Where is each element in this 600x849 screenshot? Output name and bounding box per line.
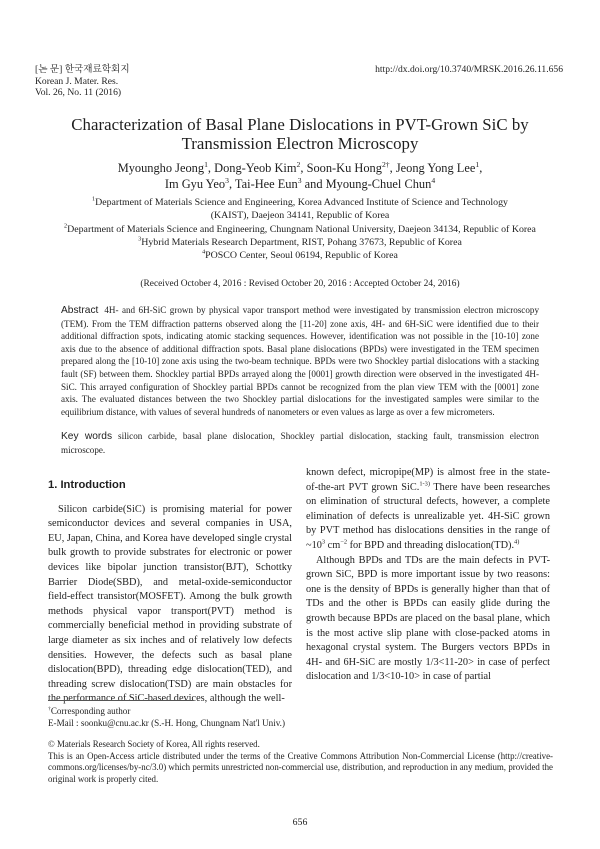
author-name: Soon-Ku Hong — [306, 161, 382, 175]
corresponding-label: Corresponding author — [50, 706, 131, 716]
author-affil-marker: 1 — [475, 159, 480, 169]
citation-ref: 4) — [514, 538, 520, 546]
license-text: This is an Open-Access article distributed under the terms of the Creative Commons Attribution Non-Commercial License (http://creative-commons.org/licenses/by-nc/3.0) which permits unrestricted non-commercial use, distribution, and reproduction in any medium, provided the original work is properly cited. — [48, 750, 553, 785]
author-name: Tai-Hee Eun — [234, 176, 298, 191]
body-paragraph — [306, 466, 550, 554]
abstract-text: 4H- and 6H-SiC grown by physical vapor transport method were investigated by transmission electron microscopy (TEM). From the TEM diffraction patterns observed along the [11-20] zone axis, 4H- and 6H-SiC were identified due to their additional diffraction spots, indicating atomic stacking sequences. However, identification was not possible in the [10-10] zone axis due to the absence of additional diffraction spots. Basal plane dislocations (BPDs) were investigated in the TEM specimen prepared along the [10-10] zone axis using the two-beam technique. BPDs were two Shockley partial dislocations with a stacking fault (SF) between them. Shockley partial BPDs arrayed along the [0001] growth direction were observed in the investigated 4H-SiC. This arrayed configuration of Shockley partial BPDs cannot be recognized from the plan view TEM with the [0001] zone axis. The evaluated distances between the two Shockley partial dislocations for the investigated samples were similar to the equilibrium distance, with values of several hundreds of nanometers or even values as large as over a few micrometers. — [61, 305, 539, 417]
author-affil-marker: 1 — [204, 159, 208, 169]
author-name: Jeong Yong Lee — [395, 161, 476, 175]
paper-title: Characterization of Basal Plane Dislocations in PVT-Grown SiC by Transmission Electron Microscopy — [71, 115, 529, 153]
affil-text: (KAIST), Daejeon 34141, Republic of Korea — [210, 210, 390, 222]
author-affil-marker: 2† — [381, 159, 390, 169]
citation-ref: 1-3) — [419, 480, 430, 488]
affiliation-line — [30, 249, 570, 262]
journal-header — [35, 64, 130, 99]
keywords-label: Key words — [61, 431, 113, 442]
abstract — [61, 304, 539, 418]
copyright-line: © Materials Research Society of Korea, All rights reserved. — [48, 739, 260, 749]
text-run: for BPD and threading dislocation(TD). — [347, 539, 515, 551]
author-name: Myoungho Jeong — [117, 161, 205, 175]
author-affil-marker: 3 — [225, 175, 229, 185]
author-line-2 — [40, 177, 560, 193]
journal-korean-name: [논 문] 한국재료학회지 — [35, 64, 130, 75]
text-run: known defect, micropipe(MP) is almost free in the state-of-the-art PVT grown SiC. — [306, 467, 550, 493]
body-paragraph: Although BPDs and TDs are the main defects in PVT-grown SiC, BPD is more important issue by two reasons: one is the density of BPDs is generally higher than that of TDs and the other is BPDs can easily glide during the growth because BPDs are placed on the basal plane, which is the most active slip plane with close-packed atoms in hexagonal crystal system. The Burgers vectors BPDs in 4H- and 6H-SiC are mostly 1/3<11-20> in case of perfect dislocation and 1/3<10-10> in case of partial — [306, 554, 550, 683]
text-run: cm — [325, 539, 341, 551]
affiliation-line — [30, 209, 570, 222]
body-paragraph: Silicon carbide(SiC) is promising material for power semiconductor devices and several companies in USA, EU, Japan, China, and Korea have developed single crystal bulk growth to provide substrates for electronic or power devices like bipolar junction transistor(BJT), Schottky Barrier Diode(SBD), and metal-oxide-semiconductor field-effect transistor(MOSFET). Among the bulk growth methods physical vapor transport(PVT) method is commercially beneficial method in providing substrate of large diameter as six inches and of relatively low defects densities. However, the defects such as basal plane dislocation(BPD), threading edge dislocation(TED), and threading screw dislocation(TSD) are main obstacles for the performance of SiC-based devices, although the well- — [48, 503, 292, 705]
affiliation-line — [30, 236, 570, 249]
author-line-1 — [40, 161, 560, 177]
author-separator: , — [479, 161, 483, 175]
author-name: Myoung-Chuel Chun — [325, 176, 432, 191]
page-number: 656 — [292, 817, 308, 828]
author-name: Dong-Yeob Kim — [214, 161, 297, 175]
affil-marker: 1 — [92, 196, 96, 203]
footnote — [48, 706, 285, 729]
affil-text: Department of Materials Science and Engineering, Korea Advanced Institute of Science and Technology — [95, 197, 508, 208]
abstract-label: Abstract — [61, 305, 99, 316]
corresponding-author-line — [48, 706, 285, 718]
journal-abbrev: Korean J. Mater. Res. — [35, 75, 119, 87]
author-list — [40, 161, 560, 192]
keywords — [61, 430, 539, 456]
body-column-right — [306, 466, 550, 685]
affiliation-line — [30, 223, 570, 236]
superscript: −2 — [340, 538, 348, 546]
author-separator: and — [301, 176, 326, 191]
keywords-text: silicon carbide, basal plane dislocation, Shockley partial dislocation, stacking fault, transmission electron microscope. — [61, 431, 539, 455]
body-column-left — [48, 478, 292, 707]
affil-text: Department of Materials Science and Engineering, Chungnam National University, Daejeon 34134, Republic of Korea — [67, 223, 536, 235]
superscript: 3 — [321, 538, 326, 546]
author-separator: , — [207, 161, 215, 175]
footnote-marker: † — [48, 705, 51, 712]
text-run: There have been researches on elimination of structural defects, however, a complete elimination of defects is unrealizable yet. 4H-SiC grown by PVT method has dislocations densities in the range of ~10 — [306, 481, 550, 551]
received-dates: (Received October 4, 2016 : Revised October 20, 2016 : Accepted October 24, 2016) — [140, 279, 460, 289]
author-separator: , — [228, 176, 235, 191]
affil-text: Hybrid Materials Research Department, RIST, Pohang 37673, Republic of Korea — [141, 236, 462, 248]
author-separator: , — [389, 161, 396, 175]
author-affil-marker: 3 — [297, 175, 302, 185]
affiliation-line — [30, 196, 570, 209]
footnote-divider — [48, 700, 193, 701]
affil-text: POSCO Center, Seoul 06194, Republic of Korea — [205, 250, 398, 262]
author-affil-marker: 2 — [296, 159, 301, 169]
affil-marker: 3 — [138, 236, 142, 243]
author-email: E-Mail : soonku@cnu.ac.kr (S.-H. Hong, Chungnam Nat'l Univ.) — [48, 717, 285, 728]
author-name: Im Gyu Yeo — [164, 176, 226, 191]
affiliations — [30, 196, 570, 262]
journal-volume: Vol. 26, No. 11 (2016) — [35, 87, 122, 99]
affil-marker: 2 — [64, 223, 68, 230]
section-heading: 1. Introduction — [48, 479, 126, 491]
affil-marker: 4 — [202, 249, 206, 256]
doi-link[interactable]: http://dx.doi.org/10.3740/MRSK.2016.26.11.656 — [375, 64, 563, 75]
copyright-notice — [48, 739, 553, 786]
author-separator: , — [300, 161, 307, 175]
author-affil-marker: 4 — [431, 175, 436, 185]
